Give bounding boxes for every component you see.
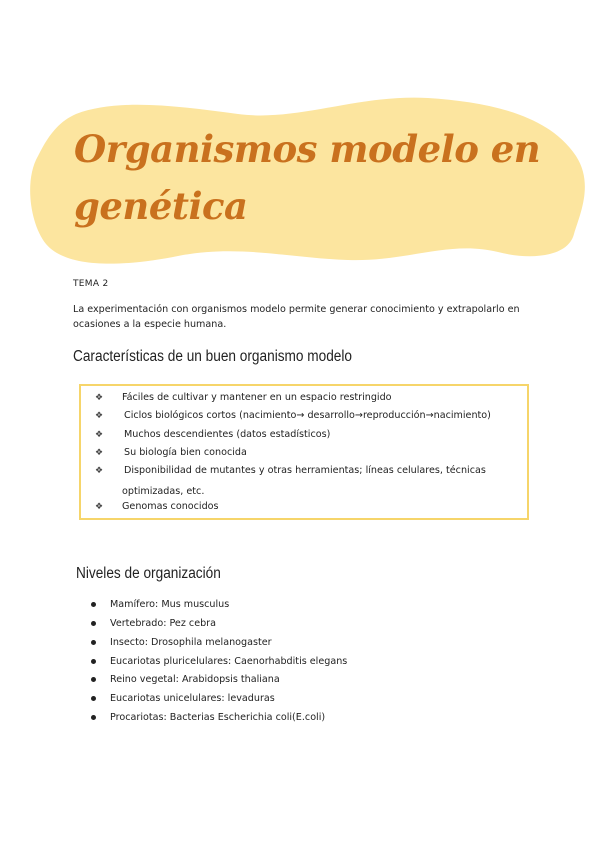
diamond-bullet-icon: ❖ (95, 466, 104, 476)
bullet-dot-icon (91, 621, 96, 626)
bullet-dot-icon (91, 696, 96, 701)
page-title: Organismos modelo en genética (74, 127, 541, 228)
list-item-continuation: optimizadas, etc. (122, 486, 205, 497)
intro-paragraph: La experimentación con organismos modelo permite generar conocimiento y extrapolarlo en ocasiones a la especie humana. (73, 304, 520, 330)
bullet-dot-icon (91, 715, 96, 720)
diamond-bullet-icon: ❖ (95, 502, 104, 512)
topic-label: TEMA 2 (73, 279, 109, 289)
bullet-dot-icon (91, 602, 96, 607)
diamond-bullet-icon: ❖ (95, 430, 104, 440)
characteristics-heading: Características de un buen organismo modelo (73, 348, 353, 365)
levels-heading: Niveles de organización (76, 565, 221, 582)
bullet-dot-icon (91, 640, 96, 645)
diamond-bullet-icon: ❖ (95, 411, 104, 421)
diamond-bullet-icon: ❖ (95, 448, 104, 458)
bullet-dot-icon (91, 659, 96, 664)
bullet-dot-icon (91, 677, 96, 682)
diamond-bullet-icon: ❖ (95, 393, 104, 403)
